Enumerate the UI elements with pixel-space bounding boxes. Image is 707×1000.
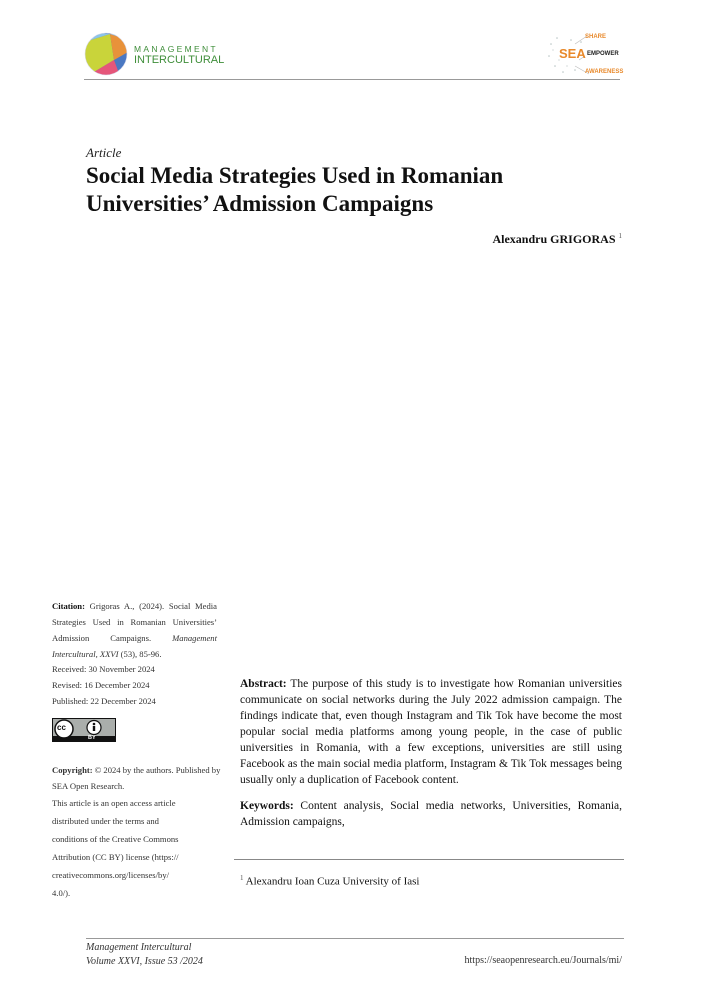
footnote [240,874,419,888]
footer-journal-name: Management Intercultural [86,942,192,953]
abstract [240,676,622,788]
footer-volume: Volume XXVI, Issue 53 /2024 [86,956,203,967]
by-text: BY [88,735,96,741]
license-line: This article is an open access article [52,798,176,808]
sea-logo [545,30,625,80]
copyright-notice [52,762,222,794]
footer-journal-info [86,941,203,969]
sea-empower-text: EMPOWER [587,51,619,57]
received-date: Received: 30 November 2024 [52,664,155,674]
author-footnote-marker[interactable]: 1 [618,232,622,240]
abstract-label: Abstract: [240,678,287,690]
published-date: Published: 22 December 2024 [52,696,156,706]
header-divider [84,79,620,80]
sea-logo-text: SEA [559,46,586,61]
footnote-divider [234,859,624,860]
license-line[interactable]: creativecommons.org/licenses/by/ [52,870,170,880]
sea-awareness-text: AWARENESS [585,69,624,75]
citation-label: Citation: [52,601,85,611]
license-line: distributed under the terms and [52,816,159,826]
article-type-label: Article [86,145,122,160]
license-line: 4.0/). [52,888,71,898]
author-name: Alexandru GRIGORAS [492,232,616,246]
copyright-label: Copyright: [52,765,93,775]
citation-journal: Management Intercultural, XXVI [52,633,217,659]
abstract-text: The purpose of this study is to investigate how Romanian universities communicate on social networks during the July 2022 admission campaign. The findings indicate that, even though Instagram and Tik Tok have become the most popular social media platforms among young people, in the case of public universities in Romania, with a few exceptions, universities are still using Facebook as the main social media platform, Instagram & Tik Tok messages being usually only a duplication of Facebook content. [240,678,622,786]
citation-block [52,598,217,662]
license-line: Attribution (CC BY) license (https:// [52,852,179,862]
footer-divider [86,938,624,939]
globe-logo-icon [84,32,128,76]
logo-text-intercultural: INTERCULTURAL [134,54,225,66]
citation-text: Grigoras A., (2024). Social Media Strategies Used in Romanian Universities’ Admission Campaigns. [52,601,217,643]
keywords-text: Content analysis, Social media networks, Universities, Romania, Admission campaigns, [240,800,622,828]
cc-by-license-badge[interactable] [52,718,116,742]
footer-journal-url[interactable]: https://seaopenresearch.eu/Journals/mi/ [464,955,622,966]
citation-tail: (53), 85-96. [118,649,162,659]
revised-date: Revised: 16 December 2024 [52,680,150,690]
logo-text-management: MANAGEMENT [134,44,218,54]
copyright-text: © 2024 by the authors. Published by SEA Open Research. [52,765,221,791]
article-title: Social Media Strategies Used in Romanian Universities’ Admission Campaigns [86,163,504,216]
cc-text: cc [57,723,66,732]
management-intercultural-logo [84,32,225,78]
dates-block [52,661,217,709]
license-line: conditions of the Creative Commons [52,834,179,844]
license-notice [52,794,222,902]
footnote-text: Alexandru Ioan Cuza University of Iasi [243,875,420,888]
footnote-marker: 1 [240,874,244,882]
keywords-label: Keywords: [240,800,294,812]
sea-share-text: SHARE [585,34,607,40]
author-line [492,232,622,247]
keywords [240,798,622,830]
